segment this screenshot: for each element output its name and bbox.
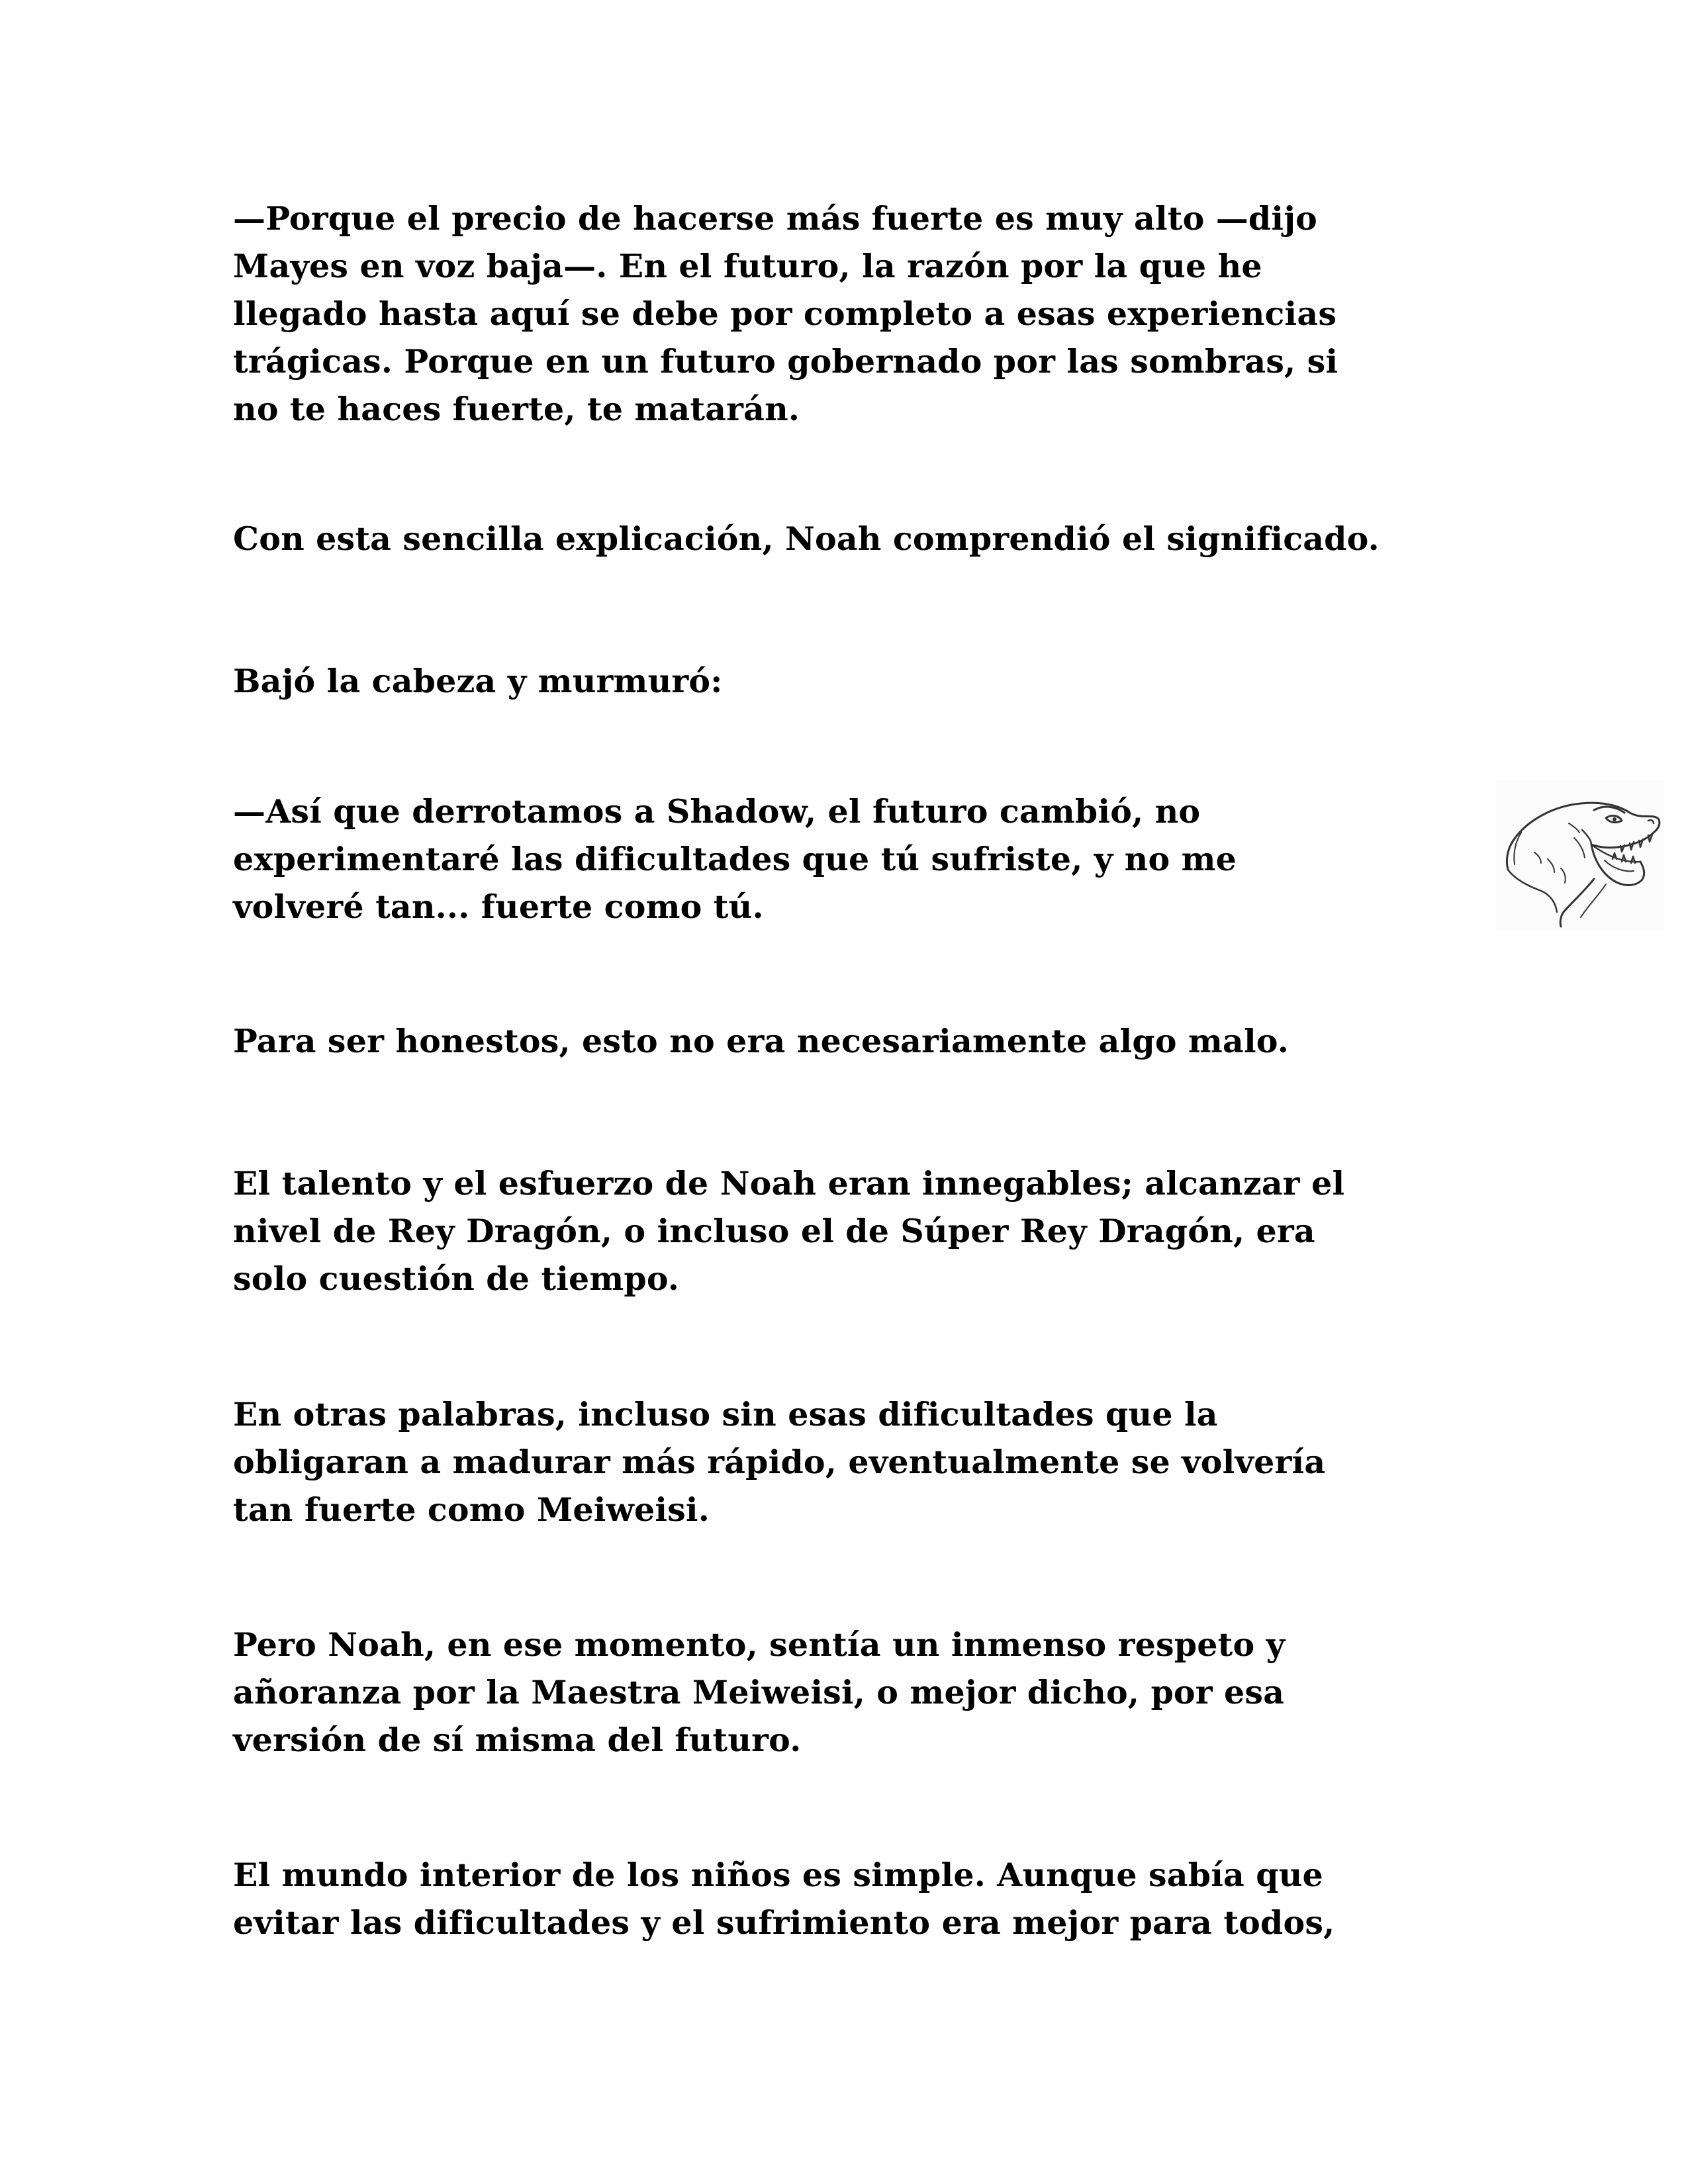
text-line: Pero Noah, en ese momento, sentía un inmenso respeto y (233, 1625, 1286, 1664)
text-line: El mundo interior de los niños es simple. Aunque sabía que (233, 1856, 1323, 1894)
text-line: Con esta sencilla explicación, Noah comprendió el significado. (233, 520, 1380, 558)
paragraph (233, 1621, 1464, 1764)
dinosaur-head-sketch-icon (1495, 780, 1664, 931)
paragraph (233, 1017, 1464, 1065)
text-line: —Porque el precio de hacerse más fuerte es muy alto —dijo (233, 199, 1318, 238)
paragraph (233, 515, 1464, 563)
text-line: El talento y el esfuerzo de Noah eran innegables; alcanzar el (233, 1164, 1345, 1203)
text-line: añoranza por la Maestra Meiweisi, o mejor dicho, por esa (233, 1673, 1285, 1711)
text-line: llegado hasta aquí se debe por completo a esas experiencias (233, 295, 1337, 333)
text-line: tan fuerte como Meiweisi. (233, 1490, 710, 1529)
text-line: solo cuestión de tiempo. (233, 1259, 680, 1298)
text-line: Mayes en voz baja—. En el futuro, la razón por la que he (233, 247, 1262, 285)
text-line: nivel de Rey Dragón, o incluso el de Súper Rey Dragón, era (233, 1212, 1315, 1250)
text-line: experimentaré las dificultades que tú sufriste, y no me (233, 840, 1237, 878)
text-line: volveré tan... fuerte como tú. (233, 887, 764, 926)
paragraph (233, 1851, 1464, 1946)
text-line: trágicas. Porque en un futuro gobernado por las sombras, si (233, 342, 1338, 381)
paragraph (233, 1160, 1464, 1302)
paragraph (233, 195, 1464, 433)
text-line: En otras palabras, incluso sin esas dificultades que la (233, 1395, 1218, 1433)
paragraph (233, 788, 1464, 931)
text-line: —Así que derrotamos a Shadow, el futuro cambió, no (233, 792, 1201, 831)
text-line: obligaran a madurar más rápido, eventualmente se volvería (233, 1443, 1326, 1481)
paragraph (233, 657, 1464, 705)
text-line: Para ser honestos, esto no era necesariamente algo malo. (233, 1022, 1289, 1060)
text-line: versión de sí misma del futuro. (233, 1721, 802, 1759)
paragraph (233, 1390, 1464, 1533)
text-line: evitar las dificultades y el sufrimiento era mejor para todos, (233, 1903, 1335, 1942)
text-line: Bajó la cabeza y murmuró: (233, 662, 723, 700)
text-line: no te haces fuerte, te matarán. (233, 390, 800, 428)
